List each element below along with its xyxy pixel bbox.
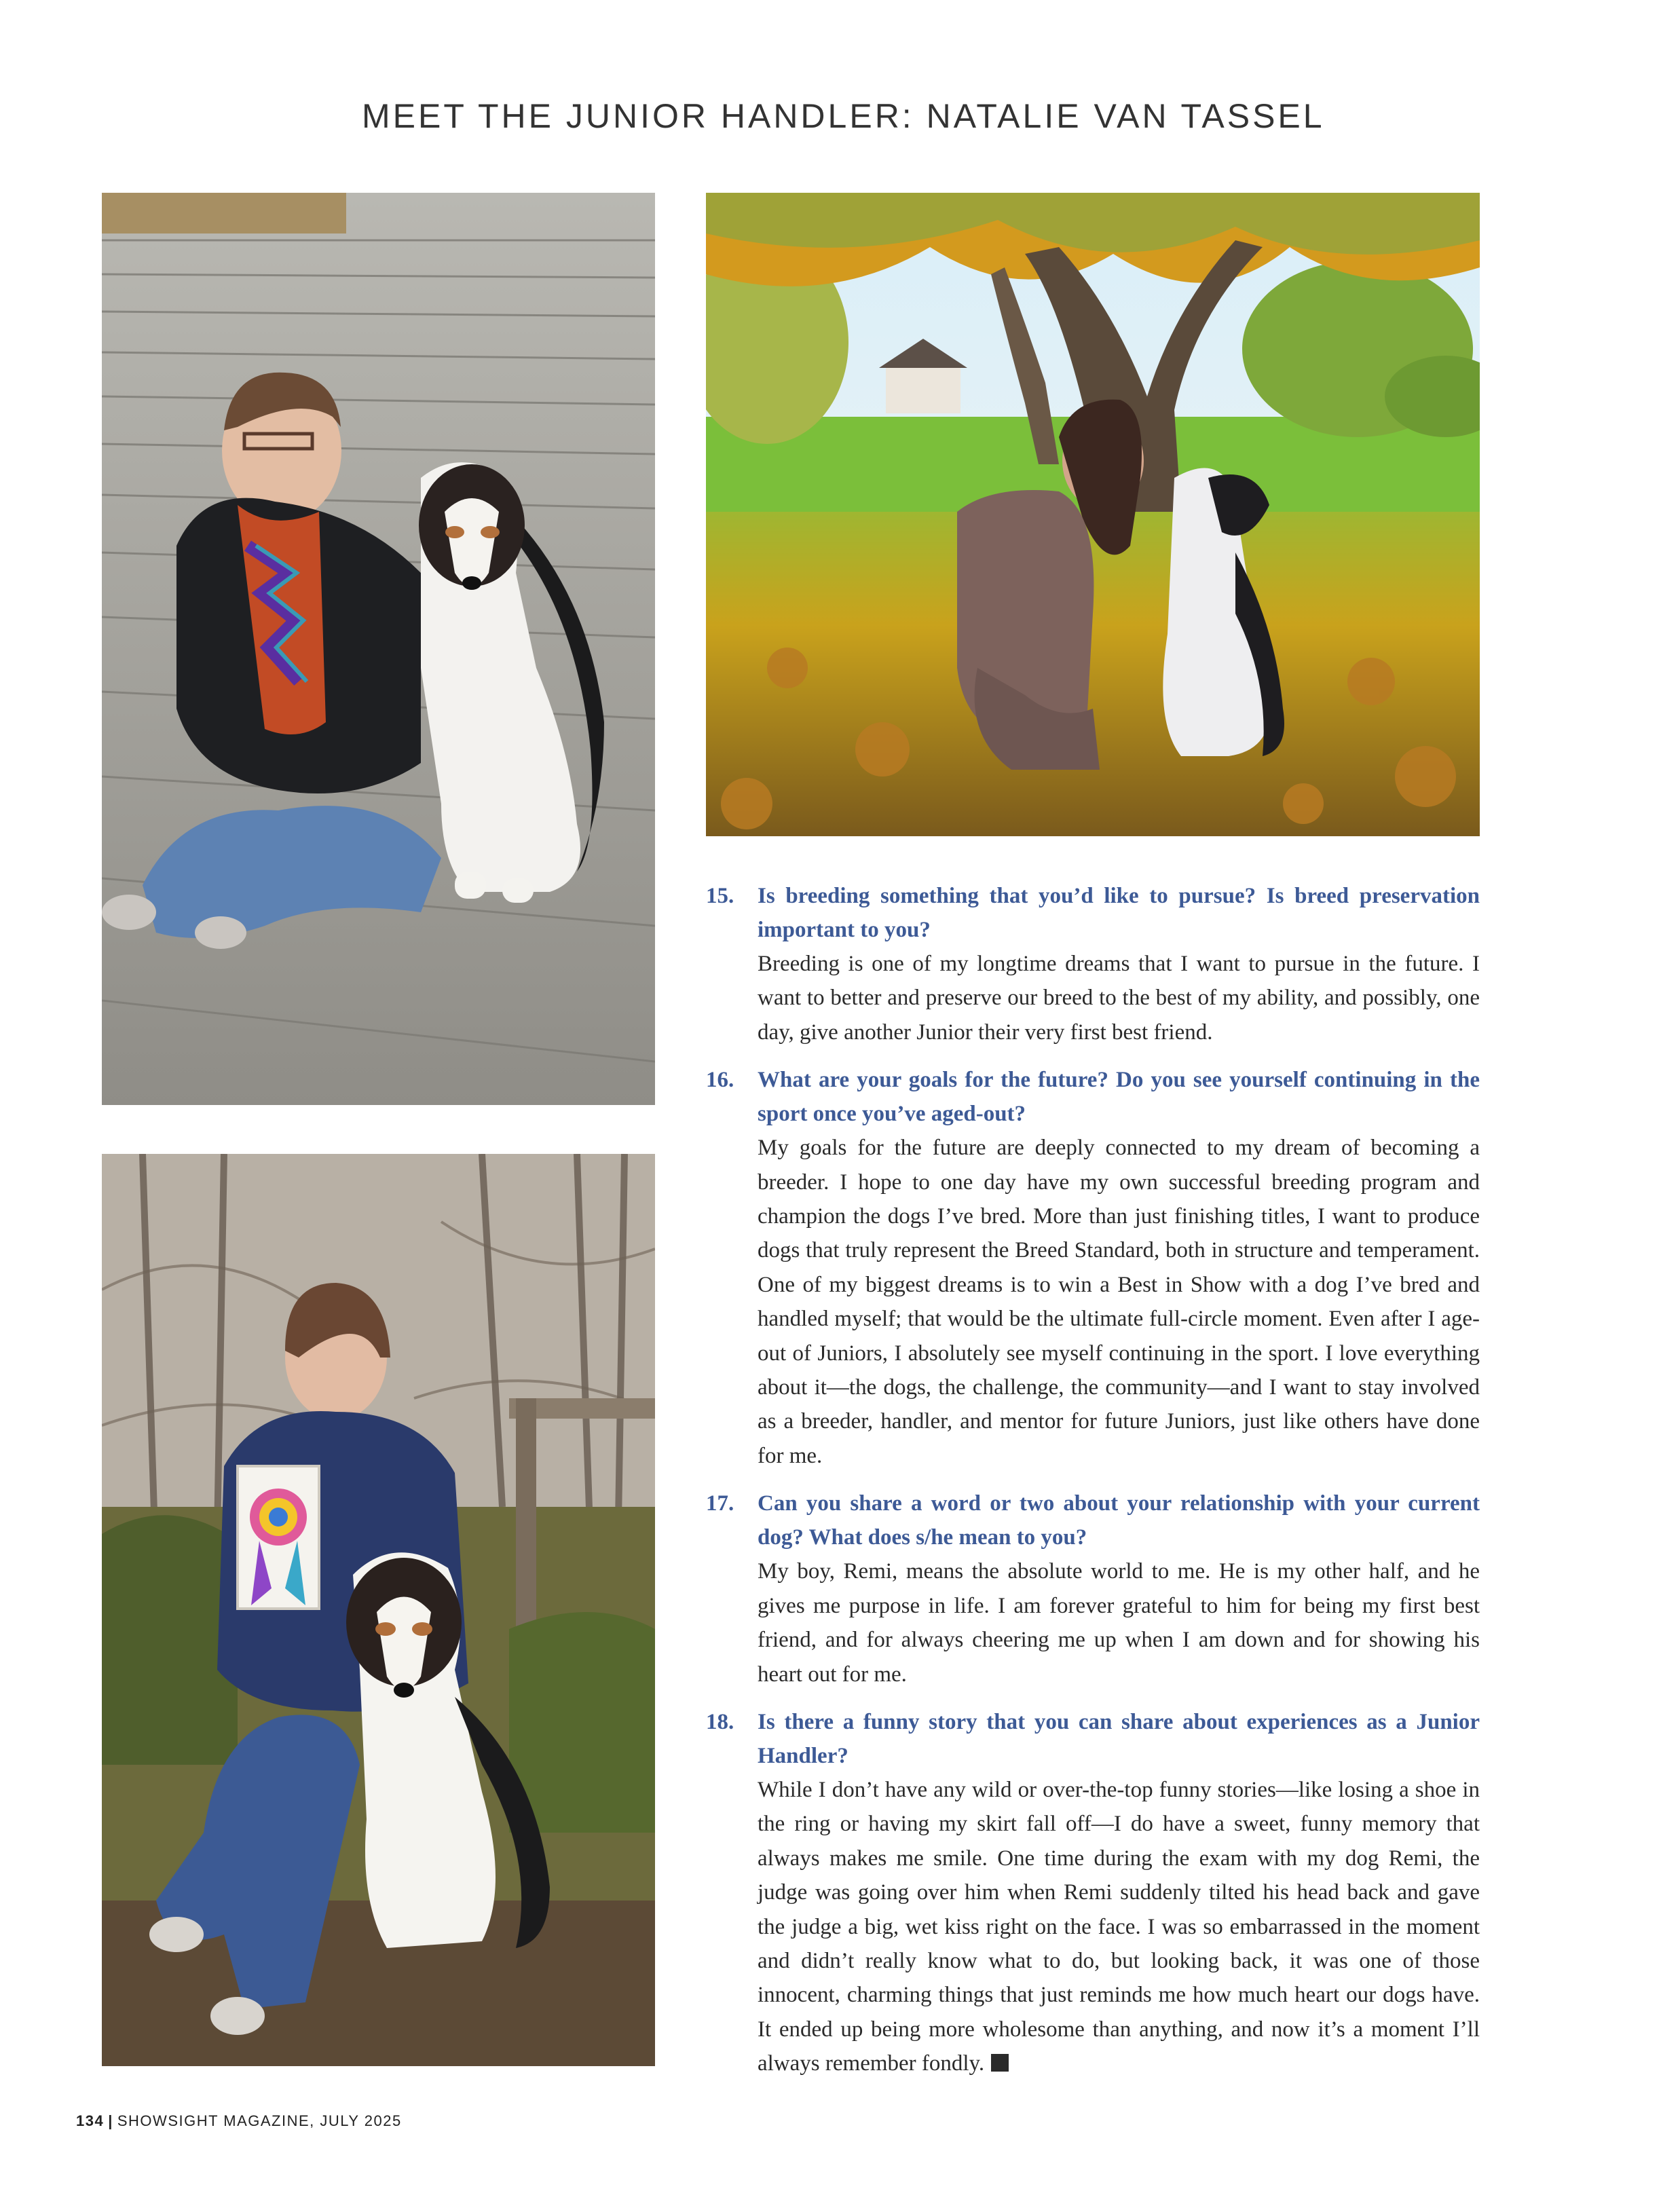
- question-text: Is breeding something that you’d like to pursue? Is breed preservation important to you?: [758, 884, 1480, 942]
- answer-text: My goals for the future are deeply connected to my dream of becoming a breeder. I hope to one day have my own successful breeding program and champion the dogs I’ve bred. More than just finishing titles, I want to produce dogs that truly represent the Breed Standard, both in structure and temperament. One of my biggest dreams is to win a Best in Show with a dog I’ve bred and handled myself; that would be the ultimate full-circle moment. Even after I age-out of Juniors, I absolutely see myself continuing in the sport. I love everything about it—the dogs, the challenge, the community—and I want to stay involved as a breeder, handler, and mentor for future Juniors, just like others have done for me.: [758, 1136, 1480, 1468]
- publication-name: SHOWSIGHT MAGAZINE, JULY 2025: [117, 2112, 402, 2129]
- qa-item-18: [706, 1705, 1480, 2081]
- question-number: 17.: [706, 1491, 734, 1516]
- question-number: 15.: [706, 884, 734, 908]
- footer-separator: |: [108, 2112, 113, 2129]
- question-text: What are your goals for the future? Do you see yourself continuing in the sport once you’ve aged-out?: [758, 1068, 1480, 1127]
- answer-text: [758, 1773, 1480, 2081]
- question-text: Is there a funny story that you can share about experiences as a Junior Handler?: [758, 1709, 1480, 1768]
- question-number: 16.: [706, 1068, 734, 1093]
- photo-woods-illustration: [102, 1154, 655, 2066]
- qa-item-15: [706, 879, 1480, 1049]
- photo-steps-illustration: [102, 193, 655, 1105]
- photo-woods: [102, 1154, 655, 2066]
- question-number: 18.: [706, 1709, 734, 1734]
- page-footer: [76, 2112, 402, 2130]
- answer-text: Breeding is one of my longtime dreams that I want to pursue in the future. I want to better and preserve our breed to the best of my ability, and possibly, one day, give another Junior their very first best friend.: [758, 952, 1480, 1045]
- page-number: 134: [76, 2112, 105, 2129]
- qa-item-16: [706, 1063, 1480, 1473]
- photo-tree-illustration: [706, 193, 1480, 836]
- end-of-article-mark: [991, 2054, 1009, 2072]
- photo-steps: [102, 193, 655, 1105]
- photo-tree: [706, 193, 1480, 836]
- question-text: Can you share a word or two about your relationship with your current dog? What does s/he mean to you?: [758, 1491, 1480, 1550]
- qa-item-17: [706, 1486, 1480, 1691]
- page-title: MEET THE JUNIOR HANDLER: NATALIE VAN TASSEL: [362, 97, 1325, 135]
- qa-list: [706, 879, 1480, 2095]
- answer-text: My boy, Remi, means the absolute world to me. He is my other half, and he gives me purpose in life. I am forever grateful to him for being my first best friend, and for always cheering me up when I am down and for showing his heart out for me.: [758, 1559, 1480, 1687]
- answer-body: While I don’t have any wild or over-the-top funny stories—like losing a shoe in the ring or having my skirt fall off—I do have a sweet, funny memory that always makes me smile. One time during the exam with my dog Remi, the judge was going over him when Remi suddenly tilted his head back and gave the judge a big, wet kiss right on the face. I was so embarrassed in the moment and didn’t really know what to do, but looking back, it was one of those innocent, charming things that just reminds me how much heart our dogs have. It ended up being more wholesome than anything, and now it’s a moment I’ll always remember fondly.: [758, 1777, 1480, 2076]
